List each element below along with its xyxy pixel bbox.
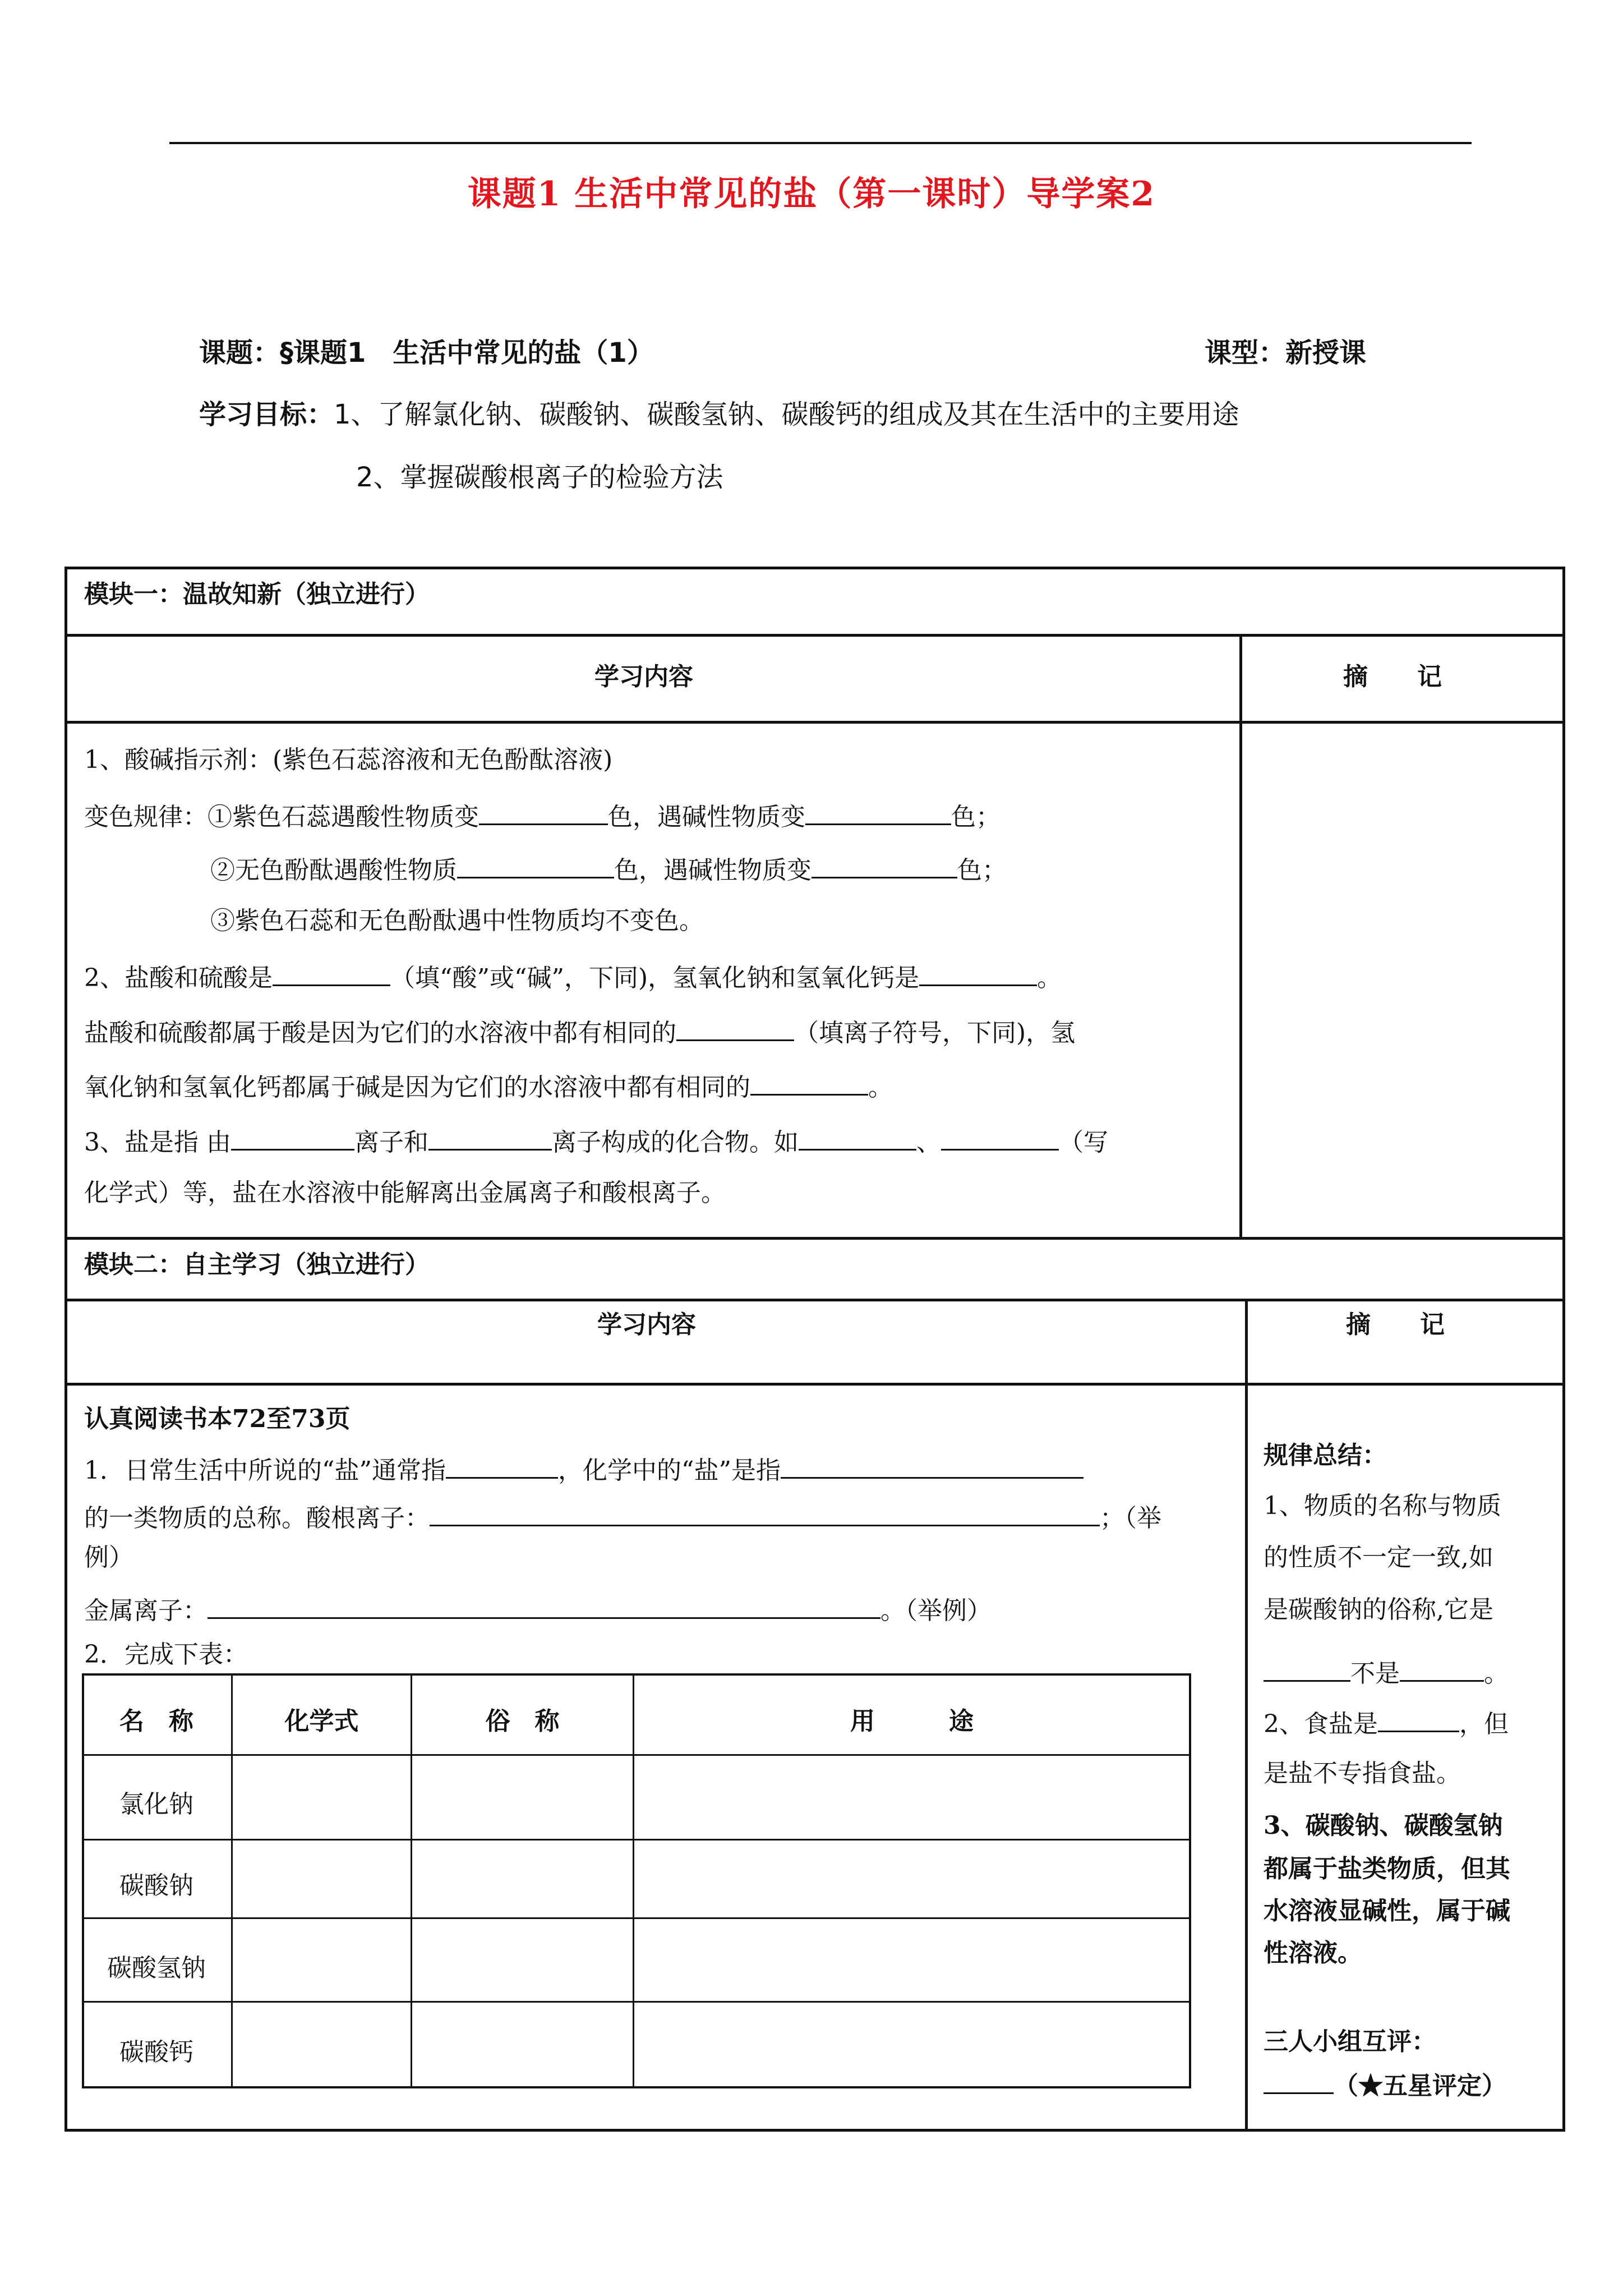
m2-col-notes: 摘 记	[1346, 1310, 1445, 1339]
m2-header-rule	[64, 1383, 1565, 1386]
p1-1: 1．日常生活中所说的“盐”通常指	[84, 1456, 446, 1485]
q2-3: 。	[1037, 964, 1062, 992]
note1-not: 不是	[1350, 1659, 1400, 1688]
q3-2: 离子和	[354, 1128, 428, 1157]
salt-table-row-rule-2	[82, 1839, 1191, 1841]
q2-6: 氧化钠和氢氧化钙都属于碱是因为它们的水溶液中都有相同的	[84, 1073, 750, 1102]
note1-end: 。	[1484, 1659, 1509, 1688]
p1-6: 金属离子：	[84, 1596, 208, 1625]
q3-line-1	[84, 1126, 1108, 1155]
blank-note-not[interactable]	[1400, 1658, 1484, 1682]
type-line	[1205, 331, 1366, 370]
stars-rating-label: （★五星评定）	[1334, 2072, 1506, 2100]
q2-line-2	[84, 1017, 1075, 1046]
note2-1b: ，但	[1459, 1710, 1509, 1738]
q1-line-b	[210, 854, 1007, 883]
note3-line4: 性溶液。	[1264, 1939, 1362, 1967]
blank-litmus-acid[interactable]	[479, 801, 608, 825]
q3-4: 、	[916, 1128, 941, 1157]
blank-chem-salt[interactable]	[781, 1455, 1083, 1479]
th-common-name: 俗 称	[485, 1707, 560, 1736]
blank-acid-ion[interactable]	[676, 1017, 794, 1041]
q2-7: 。	[868, 1073, 893, 1102]
th-name: 名 称	[119, 1707, 193, 1736]
row-name-na2co3: 碳酸钠	[119, 1871, 193, 1900]
peer-review-label: 三人小组互评：	[1264, 2027, 1436, 2056]
salt-table-row-rule-4	[82, 2001, 1191, 2003]
lesson-line	[199, 331, 654, 370]
note2-1: 2、食盐是	[1264, 1710, 1378, 1738]
q2-line-1	[84, 962, 1062, 991]
p2-label: 2．完成下表：	[84, 1640, 248, 1669]
q1-title: 1、酸碱指示剂：(紫色石蕊溶液和无色酚酞溶液)	[84, 746, 613, 774]
m1-col-notes: 摘 记	[1343, 662, 1442, 691]
salt-table-row-rule-1	[82, 1754, 1191, 1756]
note1-line4	[1264, 1658, 1509, 1686]
goal-2: 2、掌握碳酸根离子的检验方法	[356, 462, 723, 493]
q1-b3: 色；	[957, 856, 1007, 885]
module2-title: 模块二：自主学习（独立进行）	[84, 1250, 430, 1279]
q2-2: （填“酸”或“碱”，下同)，氢氧化钠和氢氧化钙是	[390, 964, 920, 992]
table-border-right	[1562, 567, 1565, 2132]
p1-line-2	[84, 1502, 1161, 1531]
blank-base-ion[interactable]	[750, 1071, 868, 1096]
q1-b1: ②无色酚酞遇酸性物质	[210, 856, 457, 885]
note1-line2: 的性质不一定一致,如	[1264, 1543, 1493, 1572]
note3-line1: 3、碳酸钠、碳酸氢钠	[1264, 1811, 1503, 1840]
blank-acid-type[interactable]	[273, 962, 390, 986]
p1-5: 例）	[84, 1543, 133, 1572]
note2-line1	[1264, 1708, 1509, 1737]
m2-title-rule	[64, 1299, 1565, 1301]
q2-4: 盐酸和硫酸都属于酸是因为它们的水溶液中都有相同的	[84, 1019, 676, 1047]
note1-line3: 是碳酸钠的俗称,它是	[1264, 1595, 1493, 1624]
blank-acid-radical-examples[interactable]	[430, 1502, 1100, 1526]
table-border-bottom	[64, 2129, 1565, 2132]
m1-col-content: 学习内容	[594, 662, 693, 691]
q2-5: （填离子符号，下同)，氢	[794, 1019, 1076, 1047]
table-border-top	[64, 567, 1565, 569]
p1-3: 的一类物质的总称。酸根离子：	[84, 1504, 430, 1533]
goal-line-1	[199, 393, 1239, 431]
p1-line-4	[84, 1595, 992, 1623]
type-label: 课型：	[1205, 337, 1286, 369]
lesson-value: §课题1 生活中常见的盐（1）	[280, 337, 654, 369]
q3-3: 离子构成的化合物。如	[551, 1128, 799, 1157]
blank-note-table-salt[interactable]	[1378, 1708, 1459, 1732]
q1-a2: 色，遇碱性物质变	[608, 803, 805, 831]
q1-rule-label: 变色规律：	[84, 803, 208, 831]
q3-1: 3、盐是指 由	[84, 1128, 231, 1157]
p1-7: 。（举例）	[880, 1596, 992, 1625]
m2-col-divider	[1245, 1299, 1248, 2130]
q2-line-3	[84, 1071, 893, 1100]
blank-salt-example-1[interactable]	[799, 1126, 916, 1151]
read-instruction: 认真阅读书本72至73页	[84, 1405, 351, 1433]
blank-note-common-name[interactable]	[1264, 1658, 1350, 1682]
row-name-caco3: 碳酸钙	[119, 2038, 193, 2067]
q1-a3: 色；	[951, 803, 1000, 831]
blank-metal-ion[interactable]	[231, 1126, 354, 1151]
m1-col-divider	[1239, 634, 1242, 1240]
p1-2: ，化学中的“盐”是指	[557, 1456, 781, 1485]
row-name-nacl: 氯化钠	[119, 1790, 193, 1819]
page-title: 课题1 生活中常见的盐（第一课时）导学案2	[467, 174, 1156, 214]
q1-a1: ①紫色石蕊遇酸性物质变	[208, 803, 479, 831]
blank-metal-ion-examples[interactable]	[208, 1595, 880, 1619]
lesson-label: 课题：	[199, 337, 280, 369]
note1-line1: 1、物质的名称与物质	[1264, 1492, 1501, 1520]
p1-line-1	[84, 1455, 1083, 1483]
m1-title-rule	[64, 634, 1565, 637]
th-formula: 化学式	[284, 1707, 359, 1736]
blank-peer-score[interactable]	[1264, 2070, 1334, 2094]
m2-col-content: 学习内容	[597, 1310, 696, 1339]
blank-acid-radical[interactable]	[428, 1126, 552, 1151]
note3-line3: 水溶液显碱性，属于碱	[1264, 1897, 1510, 1925]
q2-1: 2、盐酸和硫酸是	[84, 964, 273, 992]
q1-line-a	[84, 801, 1000, 830]
summary-title: 规律总结：	[1264, 1441, 1387, 1470]
type-value: 新授课	[1285, 337, 1367, 369]
q3-line-2: 化学式）等，盐在水溶液中能解离出金属离子和酸根离子。	[84, 1179, 726, 1207]
top-rule	[169, 142, 1472, 144]
goal-label: 学习目标：	[199, 399, 334, 430]
q1-b2: 色，遇碱性物质变	[614, 856, 811, 885]
blank-salt-example-2[interactable]	[941, 1126, 1059, 1151]
q1-c: ③紫色石蕊和无色酚酞遇中性物质均不变色。	[210, 907, 704, 935]
blank-daily-salt[interactable]	[446, 1455, 558, 1479]
note2-line2: 是盐不专指食盐。	[1264, 1759, 1461, 1788]
m2-top-rule	[64, 1237, 1565, 1240]
peer-review-line	[1264, 2070, 1506, 2099]
note3-line2: 都属于盐类物质，但其	[1264, 1855, 1510, 1883]
row-name-nahco3: 碳酸氢钠	[107, 1954, 206, 1982]
table-border-left	[64, 567, 67, 2132]
p1-4: ；（举	[1100, 1504, 1161, 1533]
salt-table-row-rule-3	[82, 1917, 1191, 1919]
blank-phenol-acid[interactable]	[457, 854, 614, 878]
th-use: 用 途	[850, 1707, 974, 1736]
module1-title: 模块一：温故知新（独立进行）	[84, 580, 430, 609]
blank-base-type[interactable]	[919, 962, 1037, 986]
blank-litmus-base[interactable]	[805, 801, 951, 825]
blank-phenol-base[interactable]	[811, 854, 957, 878]
q3-5: （写	[1058, 1128, 1108, 1157]
m1-header-rule	[64, 721, 1565, 724]
goal-1: 1、了解氯化钠、碳酸钠、碳酸氢钠、碳酸钙的组成及其在生活中的主要用途	[334, 399, 1239, 430]
